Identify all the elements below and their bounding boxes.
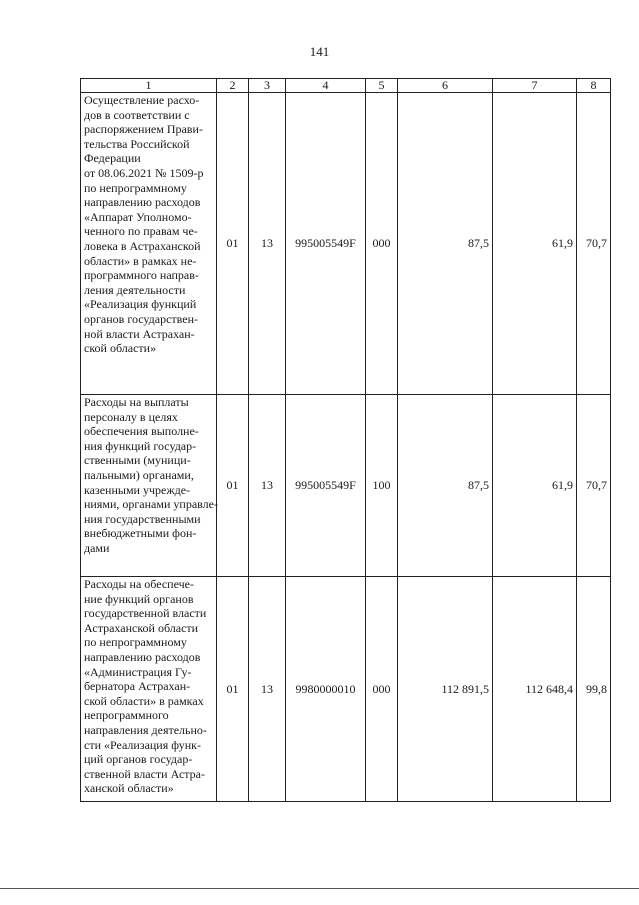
text-line: по непрограммному: [84, 180, 187, 195]
text-line: Расходы на выплаты: [84, 395, 189, 409]
text-line: ской области»: [84, 341, 157, 356]
planned-amount: 87,5: [398, 395, 493, 577]
expense-type-code: 000: [366, 577, 398, 802]
text-line: области» в рамках не-: [84, 253, 197, 268]
text-line: ской области» в рамках: [84, 693, 204, 708]
text-line: ниями, органами управле-: [84, 497, 218, 512]
subsection-code: 13: [249, 577, 286, 802]
text-line: ние функций органов: [84, 591, 194, 606]
text-line: казенными учрежде-: [84, 482, 191, 497]
executed-amount: 112 648,4: [493, 577, 577, 802]
text-line: сти «Реализация функ-: [84, 737, 201, 752]
text-line: ления деятельности: [84, 282, 186, 297]
text-line: «Реализация функций: [84, 297, 197, 312]
section-code: 01: [217, 577, 249, 802]
subsection-code: 13: [249, 93, 286, 395]
text-line: дами: [84, 540, 110, 555]
text-line: непрограммного: [84, 708, 169, 723]
text-line: Осуществление расхо-: [84, 93, 200, 107]
text-line: направления деятельно-: [84, 722, 207, 737]
text-line: ханской области»: [84, 781, 174, 796]
text-line: ной власти Астрахан-: [84, 326, 195, 341]
text-line: государственной власти: [84, 606, 207, 621]
text-line: внебюджетными фон-: [84, 526, 197, 541]
planned-amount: 87,5: [398, 93, 493, 395]
text-line: дов в соответствии с: [84, 107, 190, 122]
expense-name: [81, 395, 217, 577]
text-line: пальными) органами,: [84, 467, 194, 482]
expense-name: [81, 577, 217, 802]
execution-percent: 99,8: [577, 577, 611, 802]
header-col-1: 1: [81, 79, 217, 93]
text-line: ловека в Астраханской: [84, 238, 201, 253]
header-col-6: 6: [398, 79, 493, 93]
text-line: обеспечения выполне-: [84, 424, 199, 439]
text-line: программного направ-: [84, 268, 199, 283]
text-line: «Аппарат Уполномо-: [84, 209, 192, 224]
text-line: бернатора Астрахан-: [84, 679, 191, 694]
table-header-row: [81, 79, 611, 93]
header-col-7: 7: [493, 79, 577, 93]
executed-amount: 61,9: [493, 93, 577, 395]
text-line: ния государственными: [84, 511, 201, 526]
page-number: 141: [309, 44, 330, 59]
text-line: направлению расходов: [84, 649, 201, 664]
table-row: [81, 395, 611, 577]
text-line: тельства Российской: [84, 136, 190, 151]
header-col-3: 3: [249, 79, 286, 93]
target-article-code: 995005549F: [286, 395, 366, 577]
target-article-code: 995005549F: [286, 93, 366, 395]
expense-name: [81, 93, 217, 395]
text-line: ственной власти Астра-: [84, 766, 205, 781]
text-line: ций органов государ-: [84, 752, 193, 767]
subsection-code: 13: [249, 395, 286, 577]
text-line: персоналу в целях: [84, 409, 178, 424]
text-line: ния функций государ-: [84, 438, 197, 453]
section-code: 01: [217, 93, 249, 395]
expense-type-code: 000: [366, 93, 398, 395]
text-line: ственными (муници-: [84, 453, 191, 468]
table-row: [81, 93, 611, 395]
execution-percent: 70,7: [577, 395, 611, 577]
header-col-5: 5: [366, 79, 398, 93]
section-code: 01: [217, 395, 249, 577]
executed-amount: 61,9: [493, 395, 577, 577]
text-line: от 08.06.2021 № 1509-р: [84, 165, 204, 180]
expense-type-code: 100: [366, 395, 398, 577]
budget-table: [80, 78, 611, 802]
text-line: Федерации: [84, 151, 141, 166]
planned-amount: 112 891,5: [398, 577, 493, 802]
text-line: направлению расходов: [84, 195, 201, 210]
text-line: Астраханской области: [84, 620, 199, 635]
header-col-2: 2: [217, 79, 249, 93]
text-line: Расходы на обеспече-: [84, 577, 194, 591]
target-article-code: 9980000010: [286, 577, 366, 802]
execution-percent: 70,7: [577, 93, 611, 395]
page-bottom-rule: [0, 888, 639, 889]
text-line: распоряжением Прави-: [84, 122, 203, 137]
header-col-4: 4: [286, 79, 366, 93]
table-row: [81, 577, 611, 802]
header-col-8: 8: [577, 79, 611, 93]
text-line: по непрограммному: [84, 635, 187, 650]
text-line: органов государствен-: [84, 311, 199, 326]
text-line: «Администрация Гу-: [84, 664, 192, 679]
text-line: ченного по правам че-: [84, 224, 198, 239]
